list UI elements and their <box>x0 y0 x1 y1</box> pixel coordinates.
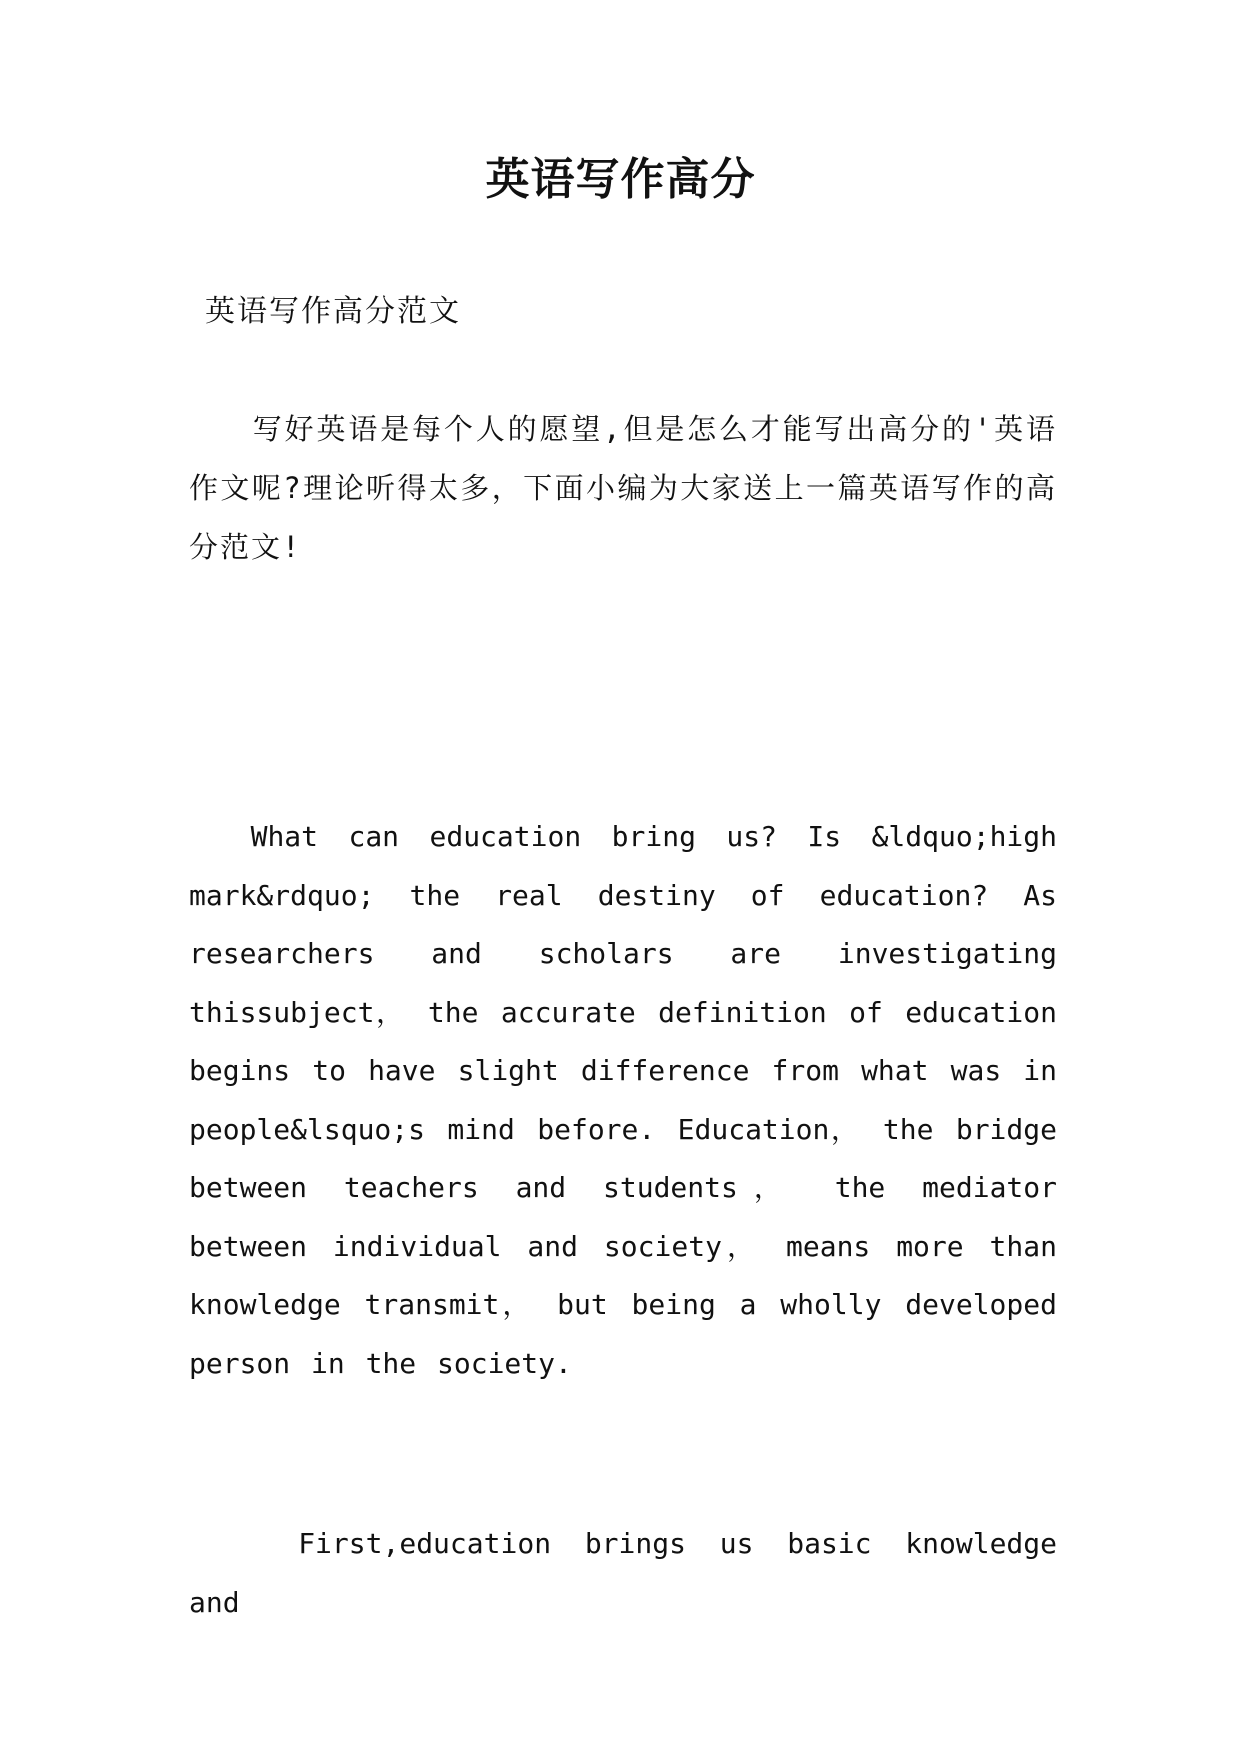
essay-paragraph-2: First,education brings us basic knowledge and <box>189 1527 1057 1619</box>
intro-paragraph: 写好英语是每个人的愿望,但是怎么才能写出高分的'英语作文呢?理论听得太多，下面小编为大家送上一篇英语写作的高分范文! <box>189 412 1057 564</box>
document-title: 英语写作高分 <box>485 154 756 205</box>
essay-paragraph-1: What can education bring us? Is &ldquo;high mark&rdquo; the real destiny of education? As researchers and scholars are investigating thissubject， the accurate definition of education begins to have slight difference from what was in people&lsquo;s mind before. Education， the bridge between teachers and students， the mediator between individual and society， means more than knowledge transmit， but being a wholly developed person in the society. <box>189 820 1057 1380</box>
document-subtitle: 英语写作高分范文 <box>205 294 461 329</box>
